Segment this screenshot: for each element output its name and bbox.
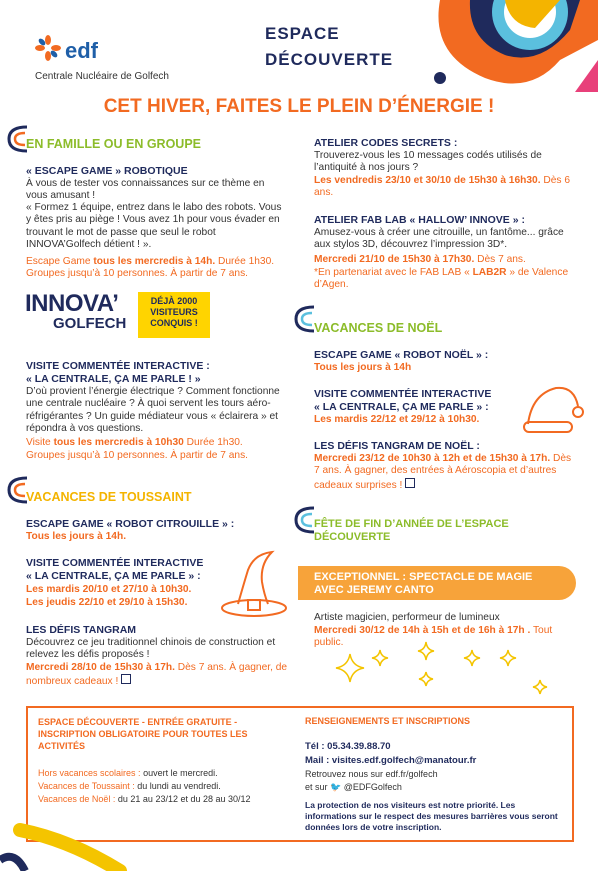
footer-note: La protection de nos visiteurs est notre priorité. Les informations sur le respect des mesures barrières vous seront données lors de votre inscription.: [305, 800, 558, 832]
codes-secrets-info: [314, 175, 576, 200]
main-title: CET HIVER, FAITES LE PLEIN D’ÉNERGIE !: [103, 96, 495, 117]
tangram-toussaint-schedule: Mercredi 28/10 de 15h30 à 17h.: [26, 662, 175, 673]
footer-row-1-value: ouvert le mercredi.: [143, 768, 218, 778]
footer-row-3: [38, 794, 251, 805]
fablab-partner: LAB2R: [472, 267, 507, 278]
section-bracket-icon: [292, 505, 316, 535]
footer-mail: Mail : visites.edf.golfech@manatour.fr: [305, 755, 477, 766]
escape-robotique-info-1: [26, 256, 286, 268]
tangram-noel-title: LES DÉFIS TANGRAM DE NOËL :: [314, 440, 480, 452]
escape-noel-info: Tous les jours à 14h: [314, 362, 412, 373]
visite-famille-title-1: VISITE COMMENTÉE INTERACTIVE :: [26, 360, 210, 372]
gift-icon: [405, 478, 415, 488]
brand-line-1: ESPACE: [265, 24, 340, 43]
section-title-fete-2: DÉCOUVERTE: [314, 531, 391, 543]
visite-famille-title-2: « LA CENTRALE, ÇA ME PARLE ! »: [26, 373, 201, 385]
innova-logo-line-2: GOLFECH: [53, 315, 127, 332]
visite-famille-info-label: Visite: [26, 437, 51, 448]
escape-robotique-duration: Durée 1h30.: [218, 256, 275, 267]
footer-row-3-value: du 21 au 23/12 et du 28 au 30/12: [117, 794, 251, 804]
magic-show-banner: [298, 566, 576, 600]
visite-toussaint-title-1: VISITE COMMENTÉE INTERACTIVE: [26, 557, 204, 569]
visite-noel-title-2: « LA CENTRALE, ÇA ME PARLE » :: [314, 401, 489, 413]
escape-robotique-info-2: Groupes jusqu’à 10 personnes. À partir de 7 ans.: [26, 268, 248, 279]
visite-toussaint-info-2: Les jeudis 22/10 et 29/10 à 15h30.: [26, 597, 188, 608]
sparkles-icon: [330, 640, 560, 700]
edf-logo-text: edf: [65, 38, 98, 63]
visite-famille-body: D’où provient l’énergie électrique ? Comment fonctionne une centrale nucléaire ? À quoi servent les tours aéro-réfrigérantes ? Un guide médiateur vous « éclairera » et répondra à vos questions.: [26, 386, 280, 435]
tangram-toussaint-info: [26, 662, 288, 689]
tangram-noel-schedule: Mercredi 23/12 de 10h30 à 12h et de 15h30 à 17h.: [314, 453, 551, 464]
visite-famille-info-2: Groupes jusqu’à 10 personnes. À partir de 7 ans.: [26, 450, 248, 461]
fablab-note-end: » de Valence d’Agen.: [314, 267, 569, 291]
magic-show-audience: Tout public.: [314, 625, 553, 649]
section-title-toussaint: VACANCES DE TOUSSAINT: [26, 490, 192, 504]
fablab-schedule: Mercredi 21/10 de 15h30 à 17h30.: [314, 254, 475, 265]
tangram-toussaint-body: Découvrez ce jeu traditionnel chinois de construction et relevez les défis proposés !: [26, 637, 276, 661]
fablab-age: Dès 7 ans.: [477, 254, 526, 265]
footer-right-title: RENSEIGNEMENTS ET INSCRIPTIONS: [305, 716, 471, 726]
escape-robotique-title: « ESCAPE GAME » ROBOTIQUE: [26, 165, 188, 177]
footer-tel: Tél : 05.34.39.88.70: [305, 741, 391, 752]
section-title-famille: EN FAMILLE OU EN GROUPE: [26, 137, 202, 151]
visite-noel-info: Les mardis 22/12 et 29/12 à 10h30.: [314, 414, 480, 425]
footer-twitter: [305, 782, 402, 793]
decorative-circles-graphic: [410, 0, 598, 92]
site-name: Centrale Nucléaire de Golfech: [35, 71, 169, 82]
twitter-icon: 🐦: [330, 782, 342, 792]
edf-logo: [35, 35, 125, 65]
footer-web: Retrouvez nous sur edf.fr/golfech: [305, 769, 438, 779]
innova-badge: [138, 292, 210, 338]
visite-toussaint-info-1: Les mardis 20/10 et 27/10 à 10h30.: [26, 584, 192, 595]
fablab-info: [314, 254, 576, 266]
tangram-toussaint-title: LES DÉFIS TANGRAM: [26, 624, 137, 636]
escape-robotique-body-2: « Formez 1 équipe, entrez dans le labo des robots. Vous y êtes pris au piège ! Vous avez 1h pour vous évader en trouvant le mot de passe que seul le robot INNOVA’Golfech détient ! ».: [26, 202, 282, 251]
fablab-note: [314, 267, 576, 292]
footer-row-2-label: Vacances de Toussaint :: [38, 781, 135, 791]
innova-badge-text: DÉJÀ 2000 VISITEURS CONQUIS !: [150, 296, 198, 328]
codes-secrets-schedule: Les vendredis 23/10 et 30/10 de 15h30 à 16h30.: [314, 175, 541, 186]
footer-row-2-value: du lundi au vendredi.: [137, 781, 221, 791]
escape-robotique-body-1: À vous de tester vos connaissances sur ce thème en vous amusant !: [26, 178, 265, 202]
innova-logo: [25, 292, 129, 338]
codes-secrets-body: Trouverez-vous les 10 messages codés utilisés de l’antiquité à nos jours ?: [314, 150, 542, 174]
magic-show-schedule: Mercredi 30/12 de 14h à 15h et de 16h à 17h .: [314, 625, 531, 636]
section-title-fete-1: FÊTE DE FIN D’ANNÉE DE L’ESPACE: [314, 518, 509, 530]
footer-left-title: ESPACE DÉCOUVERTE - ENTRÉE GRATUITE - INSCRIPTION OBLIGATOIRE POUR TOUTES LES ACTIVITÉS: [38, 717, 248, 751]
visite-noel-title-1: VISITE COMMENTÉE INTERACTIVE: [314, 388, 492, 400]
magic-show-body: Artiste magicien, performeur de lumineux: [314, 612, 500, 623]
section-bracket-icon: [292, 304, 316, 334]
footer-row-2: [38, 781, 221, 792]
santa-hat-icon: [520, 380, 586, 438]
innova-logo-line-1: INNOVA’: [25, 290, 119, 317]
footer-twitter-pre: et sur: [305, 782, 328, 792]
footer-row-1: [38, 768, 218, 779]
section-title-noel: VACANCES DE NOËL: [314, 321, 443, 335]
visite-toussaint-title-2: « LA CENTRALE, ÇA ME PARLE » :: [26, 570, 201, 582]
tangram-noel-prizes: Dès 7 ans. À gagner, des entrées à Aéroscopia et d’autres cadeaux surprises !: [314, 453, 572, 491]
escape-robotique-schedule: tous les mercredis à 14h.: [93, 256, 216, 267]
tangram-noel-info: [314, 453, 576, 492]
codes-secrets-title: ATELIER CODES SECRETS :: [314, 137, 458, 149]
magic-show-banner-line-2: AVEC JEREMY CANTO: [314, 584, 434, 596]
escape-citrouille-info: Tous les jours à 14h.: [26, 531, 127, 542]
footer-row-1-label: Hors vacances scolaires :: [38, 768, 141, 778]
magic-show-banner-line-1: EXCEPTIONNEL : SPECTACLE DE MAGIE: [314, 571, 533, 583]
escape-noel-title: ESCAPE GAME « ROBOT NOËL » :: [314, 349, 489, 361]
visite-famille-schedule: tous les mercredis à 10h30: [53, 437, 184, 448]
visite-famille-info-1: [26, 437, 286, 449]
edf-logo-icon: [35, 35, 61, 61]
gift-icon: [121, 674, 131, 684]
bottom-decoration-graphic: [0, 820, 140, 871]
footer-twitter-handle: @EDFGolfech: [343, 782, 402, 792]
footer-row-3-label: Vacances de Noël :: [38, 794, 116, 804]
tangram-toussaint-prizes: Dès 7 ans. À gagner, de nombreux cadeaux !: [26, 662, 288, 688]
escape-robotique-info-label: Escape Game: [26, 256, 91, 267]
fablab-title: ATELIER FAB LAB « HALLOW’ INNOVE » :: [314, 214, 525, 226]
fablab-body: Amusez-vous à créer une citrouille, un fantôme... grâce aux stylos 3D, découvrez l’impression 3D*.: [314, 227, 564, 251]
witch-hat-icon: [214, 548, 294, 628]
escape-citrouille-title: ESCAPE GAME « ROBOT CITROUILLE » :: [26, 518, 235, 530]
visite-famille-duration: Durée 1h30.: [186, 437, 243, 448]
codes-secrets-age: Dès 6 ans.: [314, 175, 570, 199]
fablab-note-start: *En partenariat avec le FAB LAB «: [314, 267, 470, 278]
brand-line-2: DÉCOUVERTE: [265, 50, 394, 69]
